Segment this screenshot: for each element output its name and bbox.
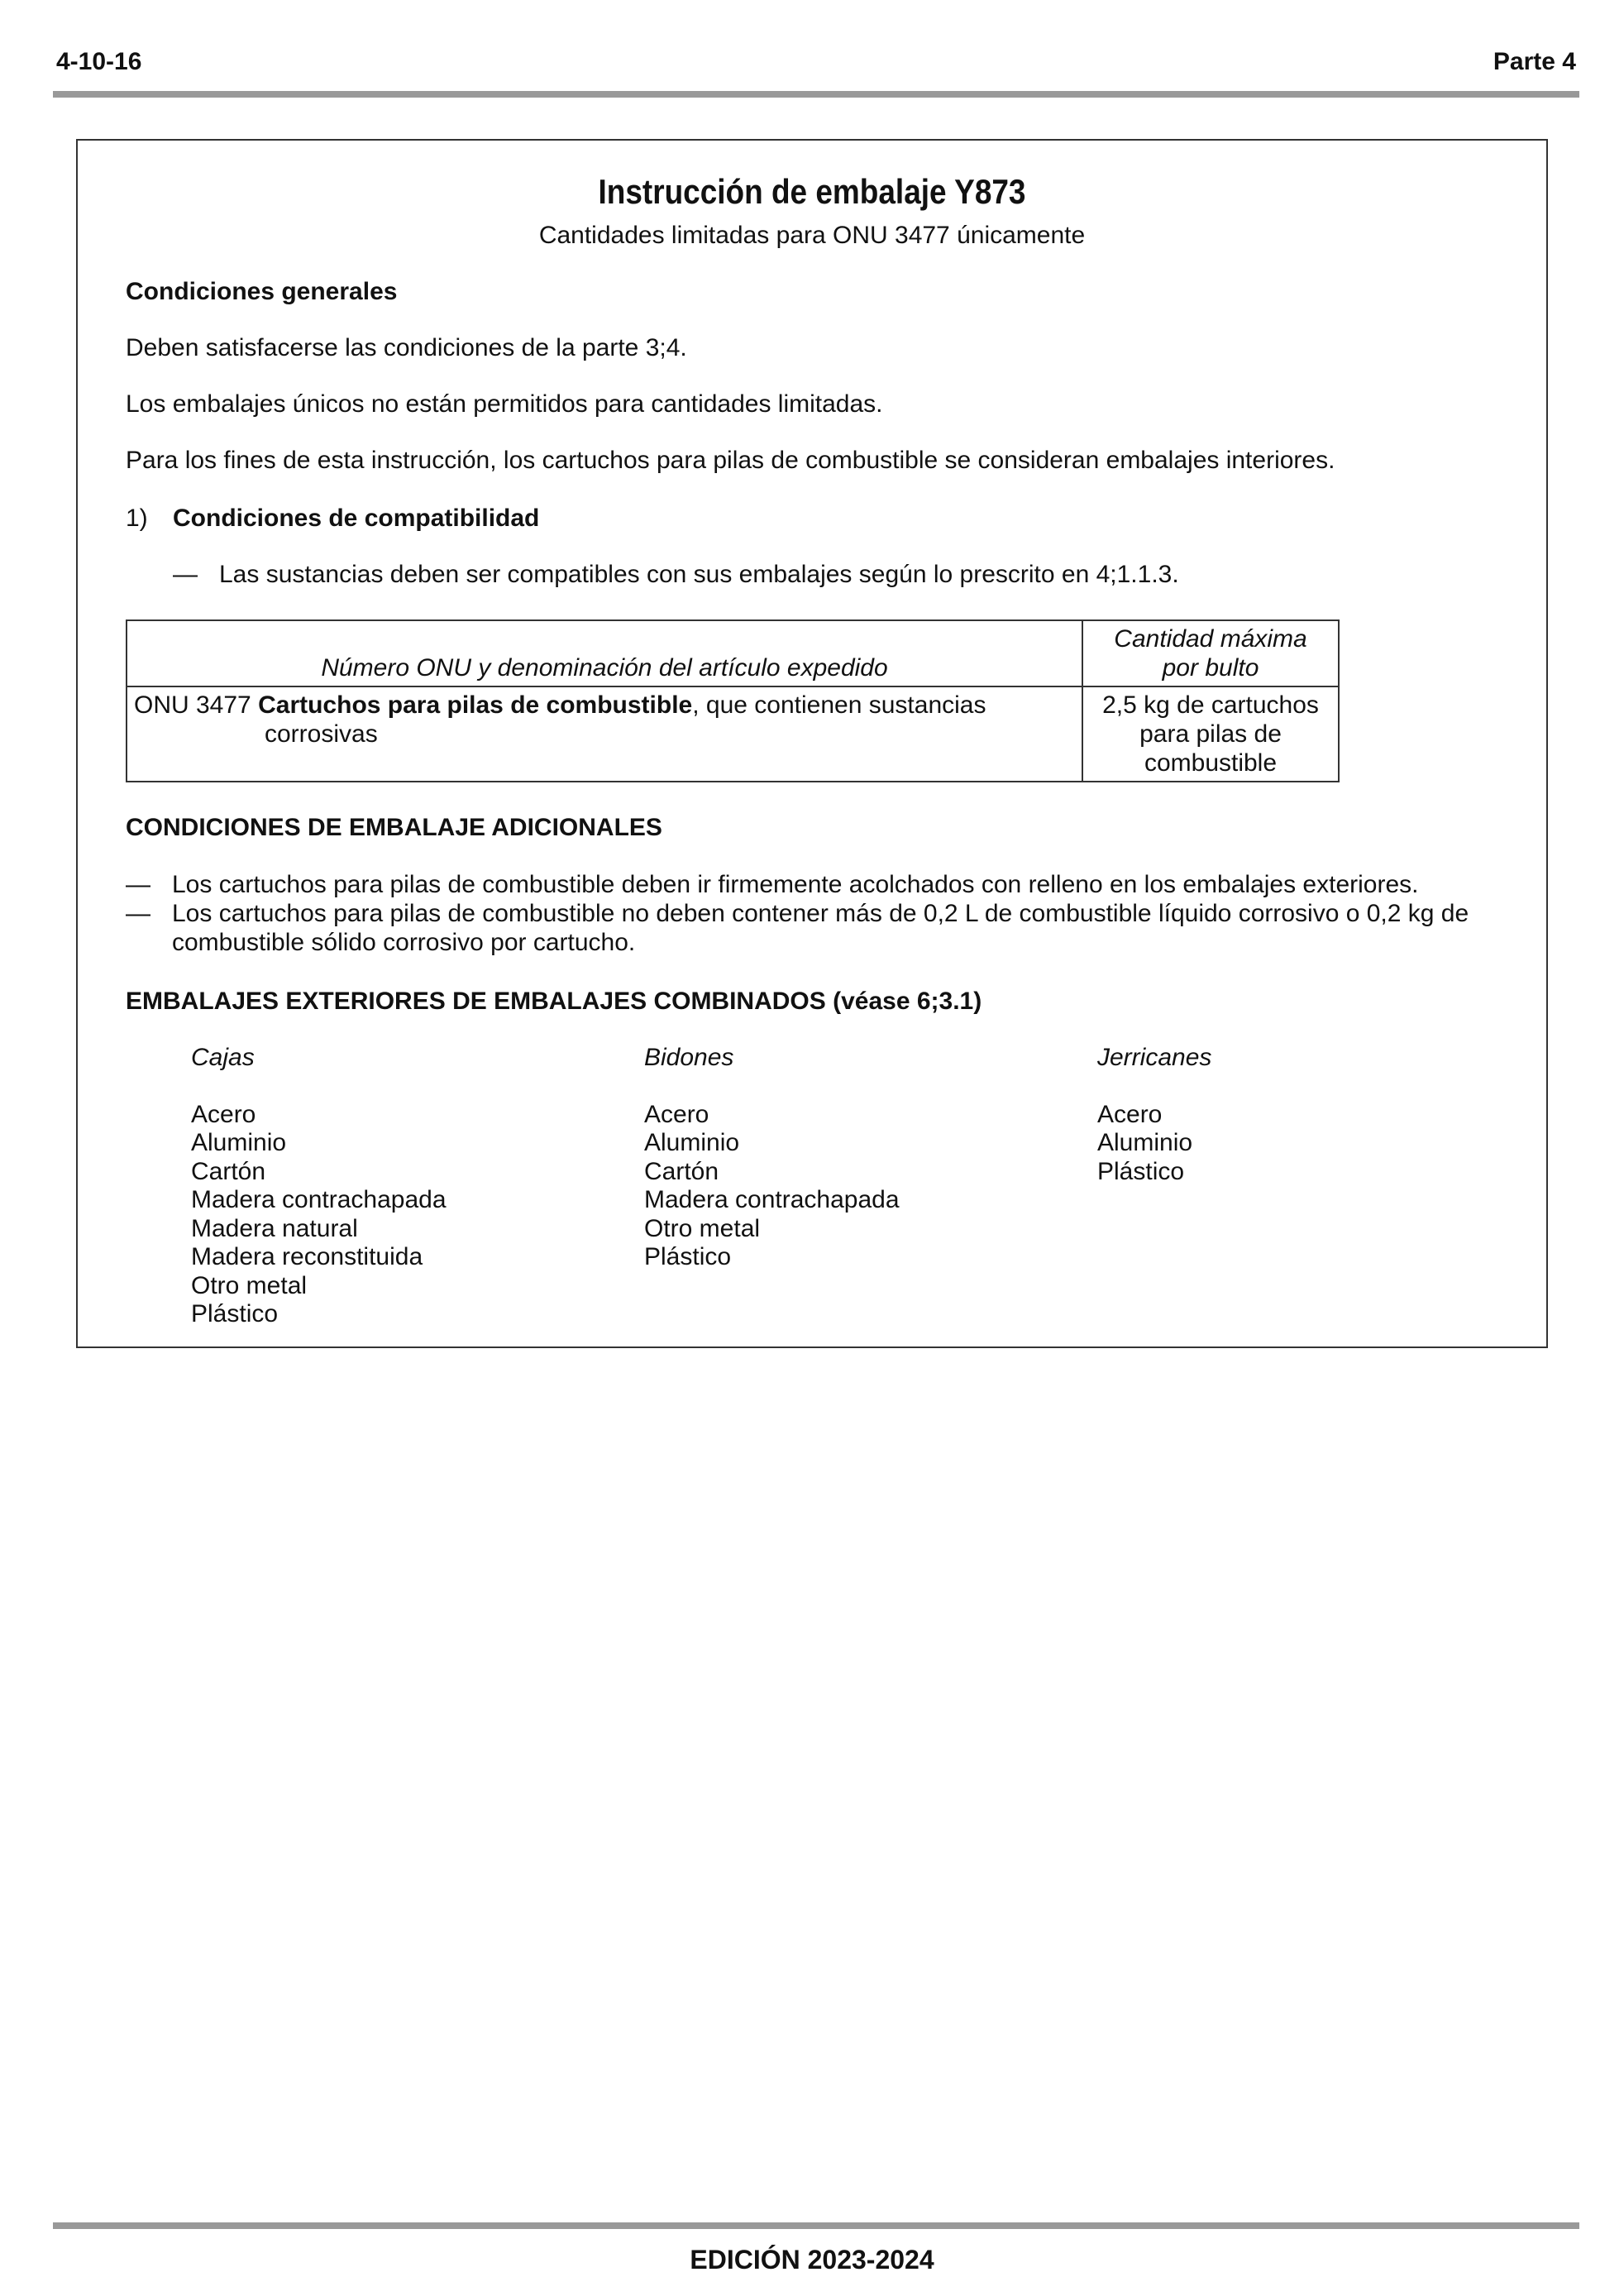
column-heading: Bidones (644, 1044, 734, 1071)
header-rule (53, 91, 1579, 98)
outer-column-cajas (191, 1044, 638, 1329)
compat-item: Las sustancias deben ser compatibles con sus embalajes según lo prescrito en 4;1.1.3. (219, 561, 1179, 588)
list-item: Acero (644, 1100, 709, 1128)
list-item: Otro metal (644, 1214, 761, 1242)
list-item: — Los cartuchos para pilas de combustible no deben contener más de 0,2 L de combustible líquido corrosivo o 0,2 kg de combustible sólido corrosivo por cartucho. (126, 900, 1469, 956)
list-item: Plástico (1097, 1157, 1185, 1185)
table-header-quantity: Cantidad máxima por bulto (1082, 620, 1339, 686)
table-cell-article: ONU 3477 Cartuchos para pilas de combustible, que contienen sustancias corrosivas (127, 686, 1082, 782)
list-item: Acero (191, 1100, 256, 1128)
list-item: Cartón (644, 1157, 719, 1185)
column-heading: Cajas (191, 1044, 255, 1071)
page-subtitle: Cantidades limitadas para ONU 3477 únicamente (538, 222, 1086, 249)
table-cell-quantity: 2,5 kg de cartuchos para pilas de combustible (1082, 686, 1339, 782)
list-item: Aluminio (644, 1129, 740, 1156)
list-item: Plástico (644, 1243, 732, 1270)
list-item: Plástico (191, 1300, 279, 1327)
list-item: Otro metal (191, 1271, 308, 1299)
quantity-table (126, 619, 1340, 782)
page-ref: 4-10-16 (56, 48, 142, 75)
table-header-row (127, 620, 1339, 686)
additional-list (126, 870, 1531, 957)
table-header-article: Número ONU y denominación del artículo expedido (127, 620, 1082, 686)
part-label: Parte 4 (1493, 48, 1576, 75)
general-heading: Condiciones generales (126, 278, 398, 305)
compat-number: 1) (126, 505, 148, 532)
list-item: Madera natural (191, 1214, 358, 1242)
general-paragraph: Deben satisfacerse las condiciones de la parte 3;4. (126, 334, 687, 361)
footer-rule (53, 2222, 1579, 2229)
general-paragraph: Para los fines de esta instrucción, los cartuchos para pilas de combustible se consideran embalajes interiores. (126, 447, 1335, 474)
outer-column-bidones (644, 1044, 1091, 1272)
list-item: Aluminio (191, 1129, 287, 1156)
list-item: Madera contrachapada (191, 1186, 447, 1213)
page-title: Instrucción de embalaje Y873 (598, 172, 1026, 211)
column-heading: Jerricanes (1097, 1044, 1212, 1071)
general-paragraph: Los embalajes únicos no están permitidos para cantidades limitadas. (126, 390, 883, 418)
compat-heading: Condiciones de compatibilidad (173, 505, 540, 532)
additional-heading: CONDICIONES DE EMBALAJE ADICIONALES (126, 814, 662, 841)
list-item: Acero (1097, 1100, 1163, 1128)
outer-column-jerricanes (1097, 1044, 1544, 1186)
edition-footer: EDICIÓN 2023-2024 (690, 2245, 934, 2274)
table-row (127, 686, 1339, 782)
list-item: Madera reconstituida (191, 1243, 423, 1270)
list-item: Aluminio (1097, 1129, 1193, 1156)
list-item: Cartón (191, 1157, 266, 1185)
list-item: — Los cartuchos para pilas de combustible deben ir firmemente acolchados con relleno en los embalajes exteriores. (126, 871, 1419, 898)
outer-heading: EMBALAJES EXTERIORES DE EMBALAJES COMBINADOS (véase 6;3.1) (126, 988, 982, 1015)
list-item: Madera contrachapada (644, 1186, 900, 1213)
packing-instruction-box (76, 139, 1548, 1348)
compat-dash: — (173, 561, 198, 588)
